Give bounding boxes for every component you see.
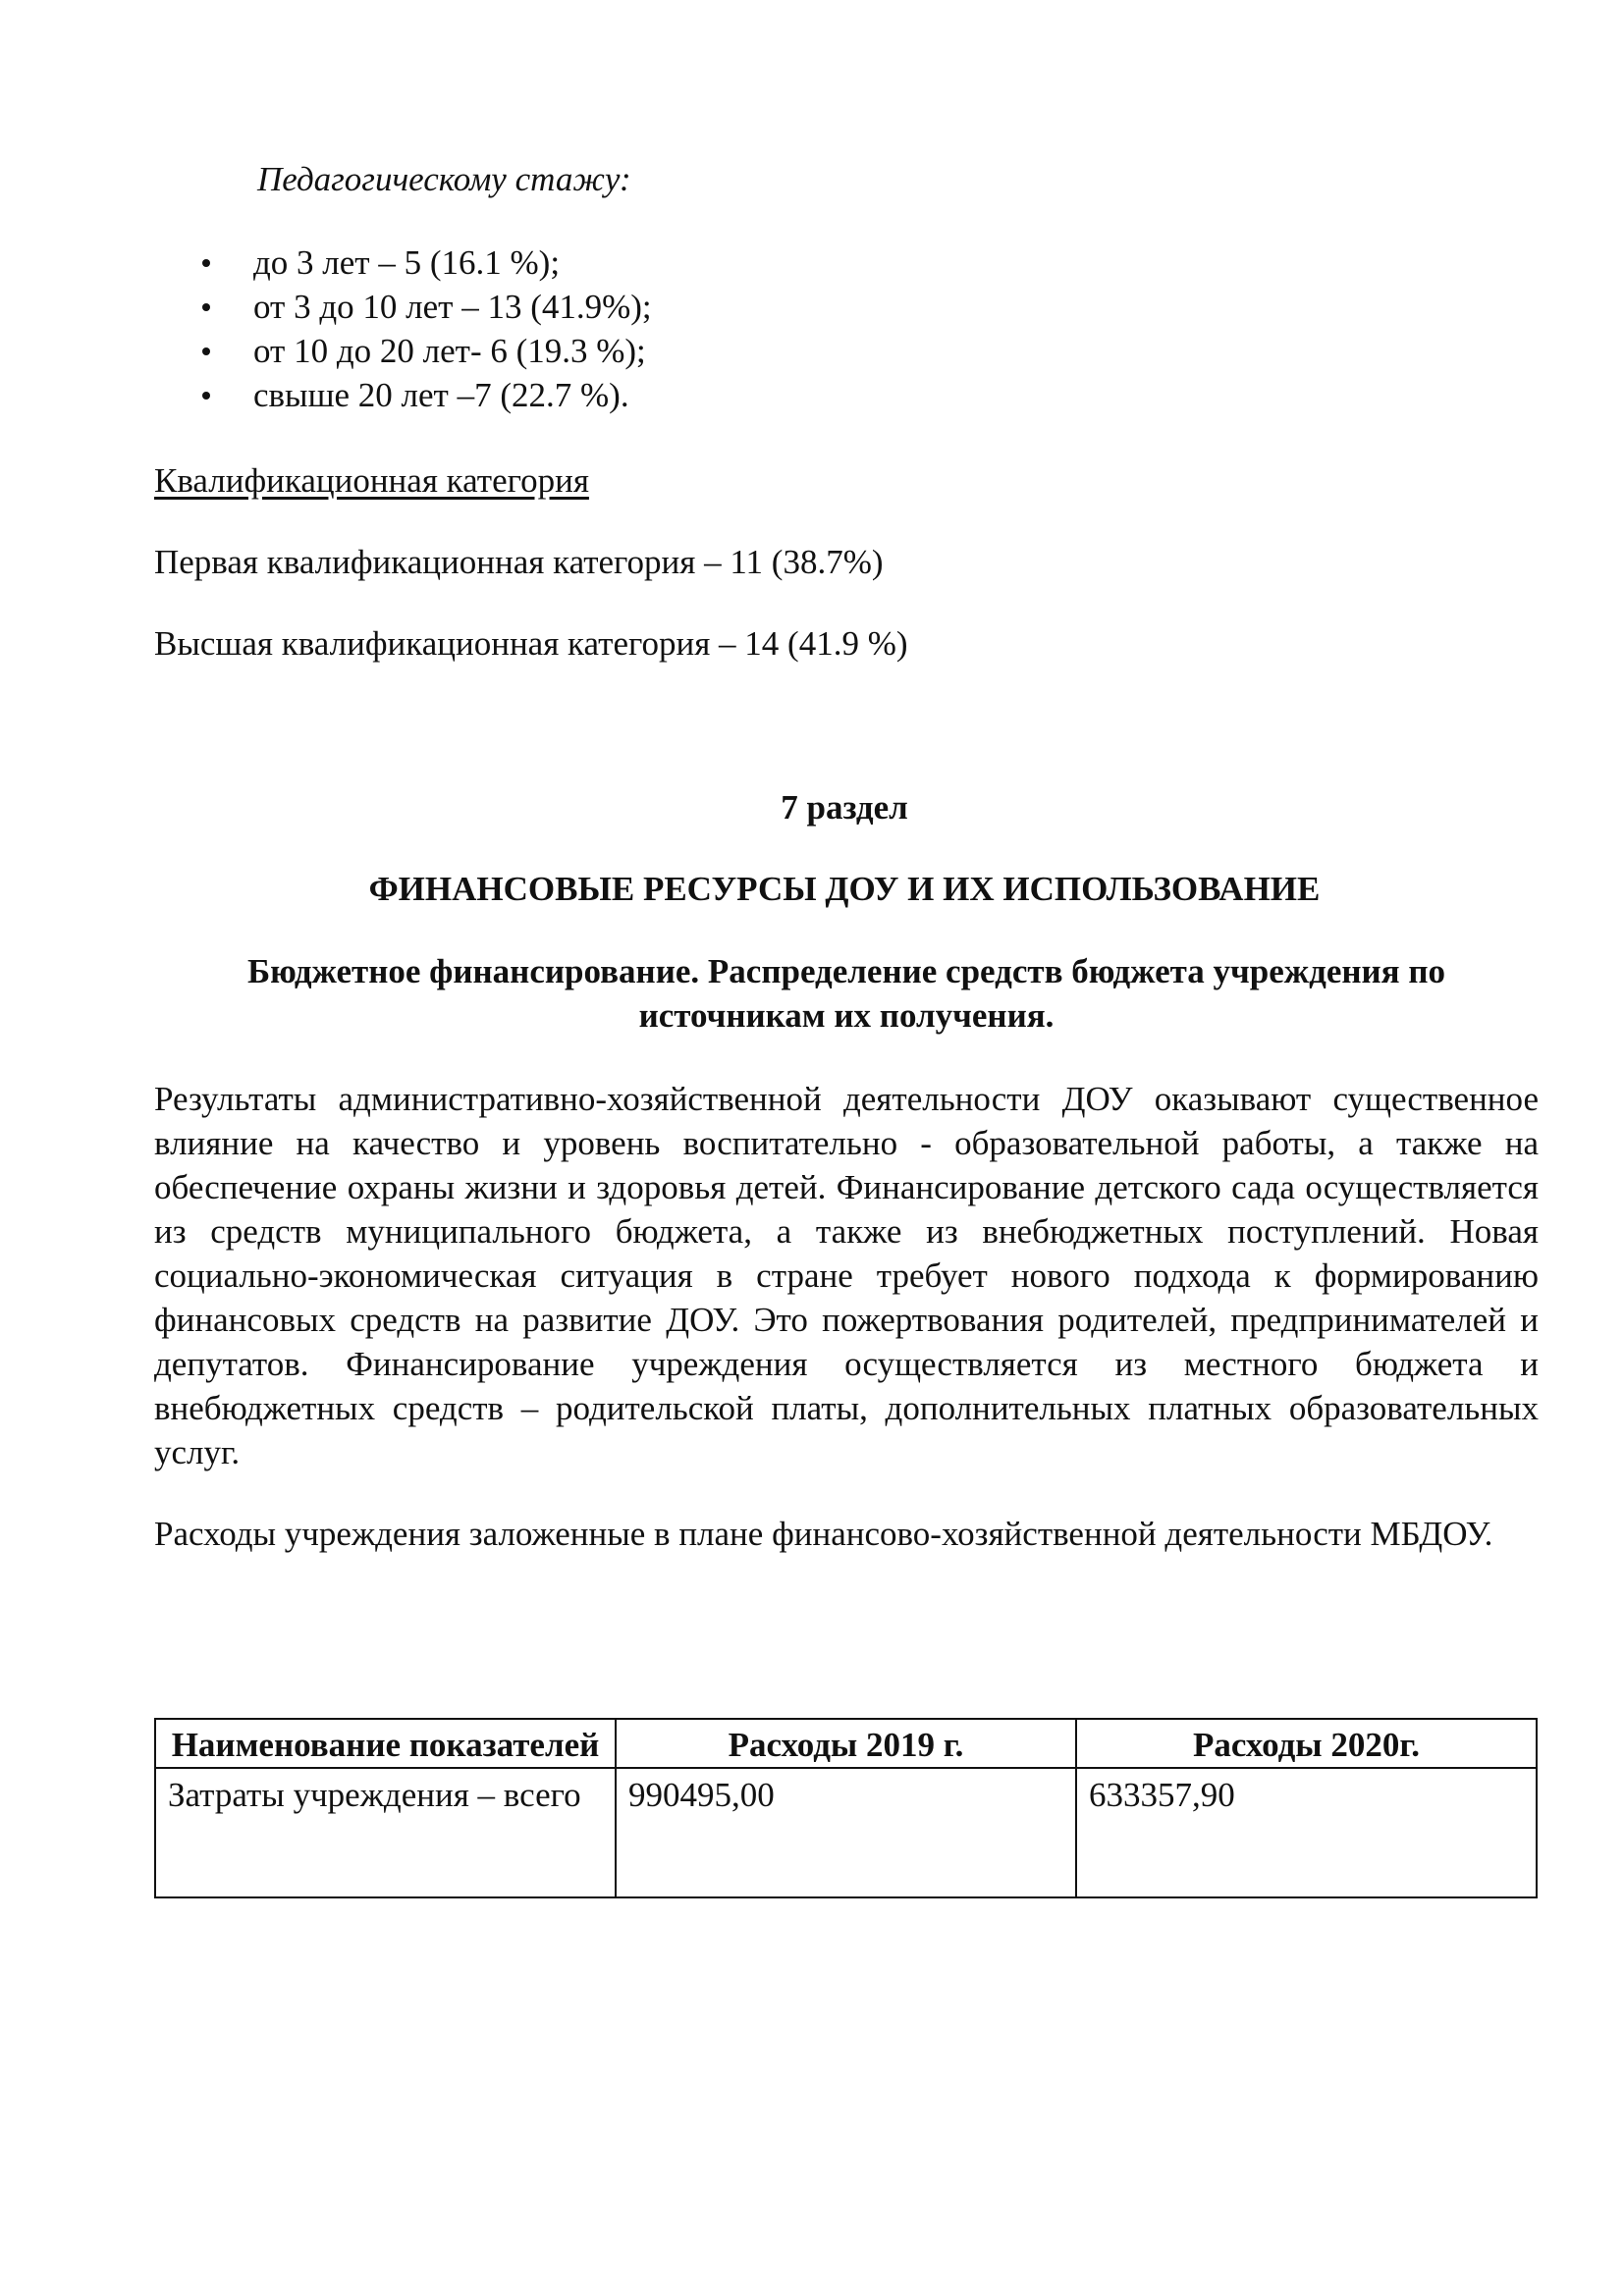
- results-paragraph: Результаты административно-хозяйственной деятельности ДОУ оказывают существенное влияние на качество и уровень воспитательно - образовательной работы, а также на обеспечение охраны жизни и здоровья детей. Финансирование детского сада осуществляется из средств муниципального бюджета, а также из внебюджетных поступлений. Новая социально-экономическая ситуация в стране требует нового подхода к формированию финансовых средств на развитие ДОУ. Это пожертвования родителей, предпринимателей и депутатов. Финансирование учреждения осуществляется из местного бюджета и внебюджетных средств – родительской платы, дополнительных платных образовательных услуг.: [154, 1080, 1539, 1471]
- expenses-table: [154, 1718, 1538, 1898]
- cell-expenses-2019: 990495,00: [616, 1768, 1076, 1897]
- first-category-line: Первая квалификационная категория – 11 (38.7%): [154, 543, 884, 581]
- table-row: [155, 1768, 1537, 1897]
- table-header-row: [155, 1719, 1537, 1768]
- bullet-icon: [202, 303, 210, 311]
- qualification-heading: Квалификационная категория: [154, 461, 589, 500]
- experience-heading: Педагогическому стажу:: [257, 160, 631, 198]
- bullet-icon: [202, 347, 210, 355]
- list-item: [157, 373, 652, 417]
- list-item-text: свыше 20 лет –7 (22.7 %).: [253, 376, 629, 414]
- list-item-text: от 3 до 10 лет – 13 (41.9%);: [253, 288, 652, 326]
- list-item-text: от 10 до 20 лет- 6 (19.3 %);: [253, 332, 646, 370]
- bullet-icon: [202, 259, 210, 267]
- list-item-text: до 3 лет – 5 (16.1 %);: [253, 243, 561, 282]
- section-number: 7 раздел: [781, 788, 908, 827]
- column-header-indicator: Наименование показателей: [155, 1719, 616, 1768]
- list-item: [157, 240, 652, 285]
- cell-indicator: Затраты учреждения – всего: [155, 1768, 616, 1897]
- cell-expenses-2020: 633357,90: [1076, 1768, 1537, 1897]
- highest-category-line: Высшая квалификационная категория – 14 (41.9 %): [154, 624, 908, 663]
- expenses-paragraph: Расходы учреждения заложенные в плане финансово-хозяйственной деятельности МБДОУ.: [154, 1515, 1493, 1553]
- experience-list: [157, 240, 652, 417]
- column-header-2019: Расходы 2019 г.: [616, 1719, 1076, 1768]
- column-header-2020: Расходы 2020г.: [1076, 1719, 1537, 1768]
- section-subtitle: Бюджетное финансирование. Распределение средств бюджета учреждения по источникам их получения.: [246, 952, 1446, 1035]
- list-item: [157, 329, 652, 373]
- section-title: ФИНАНСОВЫЕ РЕСУРСЫ ДОУ И ИХ ИСПОЛЬЗОВАНИЕ: [368, 870, 1321, 908]
- list-item: [157, 285, 652, 329]
- bullet-icon: [202, 392, 210, 400]
